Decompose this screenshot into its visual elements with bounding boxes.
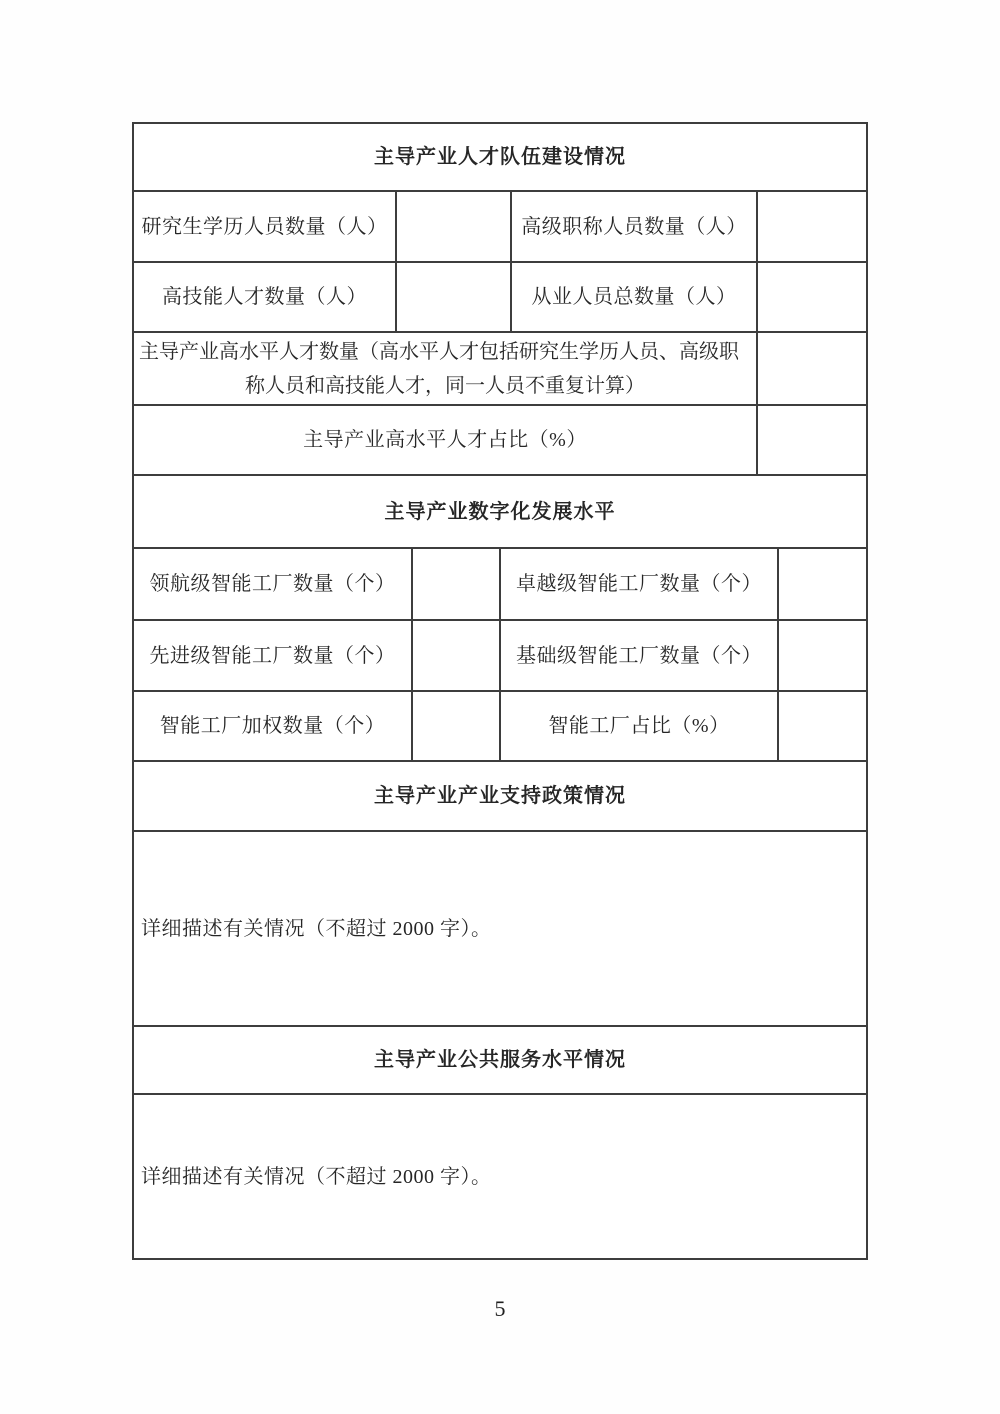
service-section-title: 主导产业公共服务水平情况 bbox=[374, 1049, 626, 1071]
advanced-factory-value-cell bbox=[413, 621, 501, 690]
senior-title-label: 高级职称人员数量（人） bbox=[512, 192, 758, 261]
form-table bbox=[132, 122, 868, 1260]
talent-ratio-label: 主导产业高水平人才占比（%） bbox=[134, 406, 758, 474]
high-skill-label: 高技能人才数量（人） bbox=[134, 263, 397, 331]
digital-row-3 bbox=[134, 692, 866, 762]
high-level-talent-row bbox=[134, 333, 866, 406]
talent-section-title: 主导产业人才队伍建设情况 bbox=[374, 146, 626, 168]
page-number: 5 bbox=[494, 1296, 506, 1321]
senior-title-value-cell bbox=[758, 192, 866, 261]
digital-row-1 bbox=[134, 549, 866, 621]
excellent-factory-value-cell bbox=[779, 549, 866, 619]
weighted-factory-value-cell bbox=[413, 692, 501, 760]
service-description-row bbox=[134, 1095, 866, 1258]
policy-description-text: 详细描述有关情况（不超过 2000 字）。 bbox=[141, 917, 492, 940]
total-employees-label: 从业人员总数量（人） bbox=[512, 263, 758, 331]
digital-section-header-row bbox=[134, 476, 866, 549]
grad-personnel-value-cell bbox=[397, 192, 512, 261]
policy-section-header-row bbox=[134, 762, 866, 832]
excellent-factory-label: 卓越级智能工厂数量（个） bbox=[501, 549, 779, 619]
factory-ratio-value-cell bbox=[779, 692, 866, 760]
high-level-talent-label-line2: 称人员和高技能人才，同一人员不重复计算） bbox=[245, 374, 645, 397]
basic-factory-value-cell bbox=[779, 621, 866, 690]
talent-row-2 bbox=[134, 263, 866, 333]
pilot-factory-label: 领航级智能工厂数量（个） bbox=[134, 549, 413, 619]
talent-ratio-row bbox=[134, 406, 866, 476]
talent-ratio-value-cell bbox=[758, 406, 866, 474]
service-section-header-row bbox=[134, 1027, 866, 1095]
pilot-factory-value-cell bbox=[413, 549, 501, 619]
talent-section-header-row bbox=[134, 124, 866, 192]
advanced-factory-label: 先进级智能工厂数量（个） bbox=[134, 621, 413, 690]
digital-section-title: 主导产业数字化发展水平 bbox=[384, 500, 616, 523]
talent-row-1 bbox=[134, 192, 866, 263]
high-skill-value-cell bbox=[397, 263, 512, 331]
policy-section-title: 主导产业产业支持政策情况 bbox=[374, 785, 626, 807]
factory-ratio-label: 智能工厂占比（%） bbox=[501, 692, 779, 760]
total-employees-value-cell bbox=[758, 263, 866, 331]
high-level-talent-value-cell bbox=[758, 333, 866, 404]
high-level-talent-label bbox=[134, 333, 758, 404]
digital-row-2 bbox=[134, 621, 866, 692]
weighted-factory-label: 智能工厂加权数量（个） bbox=[134, 692, 413, 760]
service-description-text: 详细描述有关情况（不超过 2000 字）。 bbox=[141, 1165, 492, 1188]
grad-personnel-label: 研究生学历人员数量（人） bbox=[134, 192, 397, 261]
high-level-talent-label-line1: 主导产业高水平人才数量（高水平人才包括研究生学历人员、高级职 bbox=[139, 340, 739, 363]
basic-factory-label: 基础级智能工厂数量（个） bbox=[501, 621, 779, 690]
policy-description-row bbox=[134, 832, 866, 1027]
